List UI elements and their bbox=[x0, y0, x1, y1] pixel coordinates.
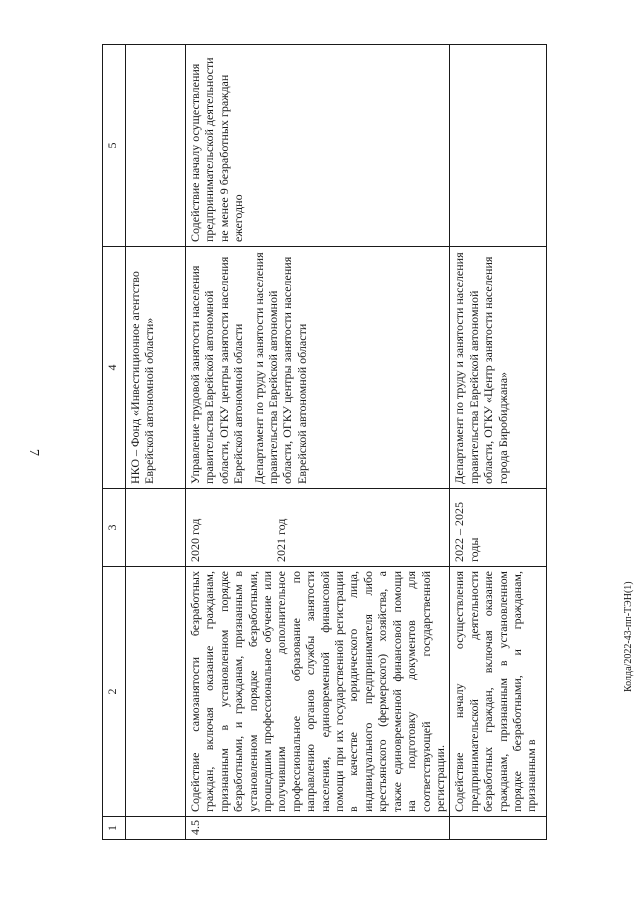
executor-cell bbox=[186, 247, 450, 489]
term-cell: 2022 – 2025 годы bbox=[450, 489, 547, 567]
number-cell bbox=[450, 817, 547, 840]
table-header-row bbox=[103, 45, 126, 840]
header-cell-5: 5 bbox=[103, 45, 126, 247]
measures-table bbox=[102, 44, 547, 840]
table-row bbox=[450, 45, 547, 840]
table-row bbox=[186, 45, 450, 840]
measure-cell bbox=[126, 567, 186, 817]
result-cell bbox=[126, 45, 186, 247]
header-cell-3: 3 bbox=[103, 489, 126, 567]
term-2020: 2020 год bbox=[188, 518, 202, 562]
number-cell bbox=[126, 817, 186, 840]
measure-cell: Содействие самозанятости безработных граждан, включая оказание гражданам, признанным в установленном порядке безработными, и гражданам, признанным в установленном порядке безработными, прошедшим профессиональное обучение или получившим дополнительное профессиональное образование по направлению органов службы занятости населения, единовременной финансовой помощи при их государственной регистрации в качестве юридического лица, индивидуального предпринимателя либо крестьянского (фермерского) хозяйства, а также единовременной финансовой помощи на подготовку документов для соответствующей государственной регистрации. bbox=[186, 567, 450, 817]
document-table bbox=[102, 45, 602, 840]
executor-2021: Департамент по труду и занятости населения правительства Еврейской автономной области, ОГКУ центры занятости населения Еврейской автономной области bbox=[251, 252, 309, 484]
number-cell: 4.5 bbox=[186, 817, 450, 840]
result-cell bbox=[450, 45, 547, 247]
document-code-footer: Колда/2022-43-пп-ТЭН(1) bbox=[623, 581, 634, 692]
term-2021: 2021 год bbox=[274, 518, 289, 562]
header-cell-4: 4 bbox=[103, 247, 126, 489]
executor-cell: НКО – Фонд «Инвестиционное агентство Еврейской автономной области» bbox=[126, 247, 186, 489]
result-cell: Содействие началу осуществления предпринимательской деятельности не менее 9 безработных граждан ежегодно bbox=[186, 45, 450, 247]
executor-cell: Департамент по труду и занятости населения правительства Еврейской автономной области, ОГКУ «Центр занятости населения города Биробиджана» bbox=[450, 247, 547, 489]
header-cell-2: 2 bbox=[103, 567, 126, 817]
page-number: 7 bbox=[26, 449, 41, 456]
header-cell-1: 1 bbox=[103, 817, 126, 840]
table-row bbox=[126, 45, 186, 840]
measure-cell: Содействие началу осуществления предпринимательской деятельности безработных граждан, включая оказание гражданам, признанным в установленном порядке безработными, и гражданам, признанным в bbox=[450, 567, 547, 817]
term-cell bbox=[126, 489, 186, 567]
executor-2020: Управление трудовой занятости населения правительства Еврейской автономной области, ОГКУ центры занятости населения Еврейской автономной области bbox=[188, 256, 246, 484]
term-cell bbox=[186, 489, 450, 567]
